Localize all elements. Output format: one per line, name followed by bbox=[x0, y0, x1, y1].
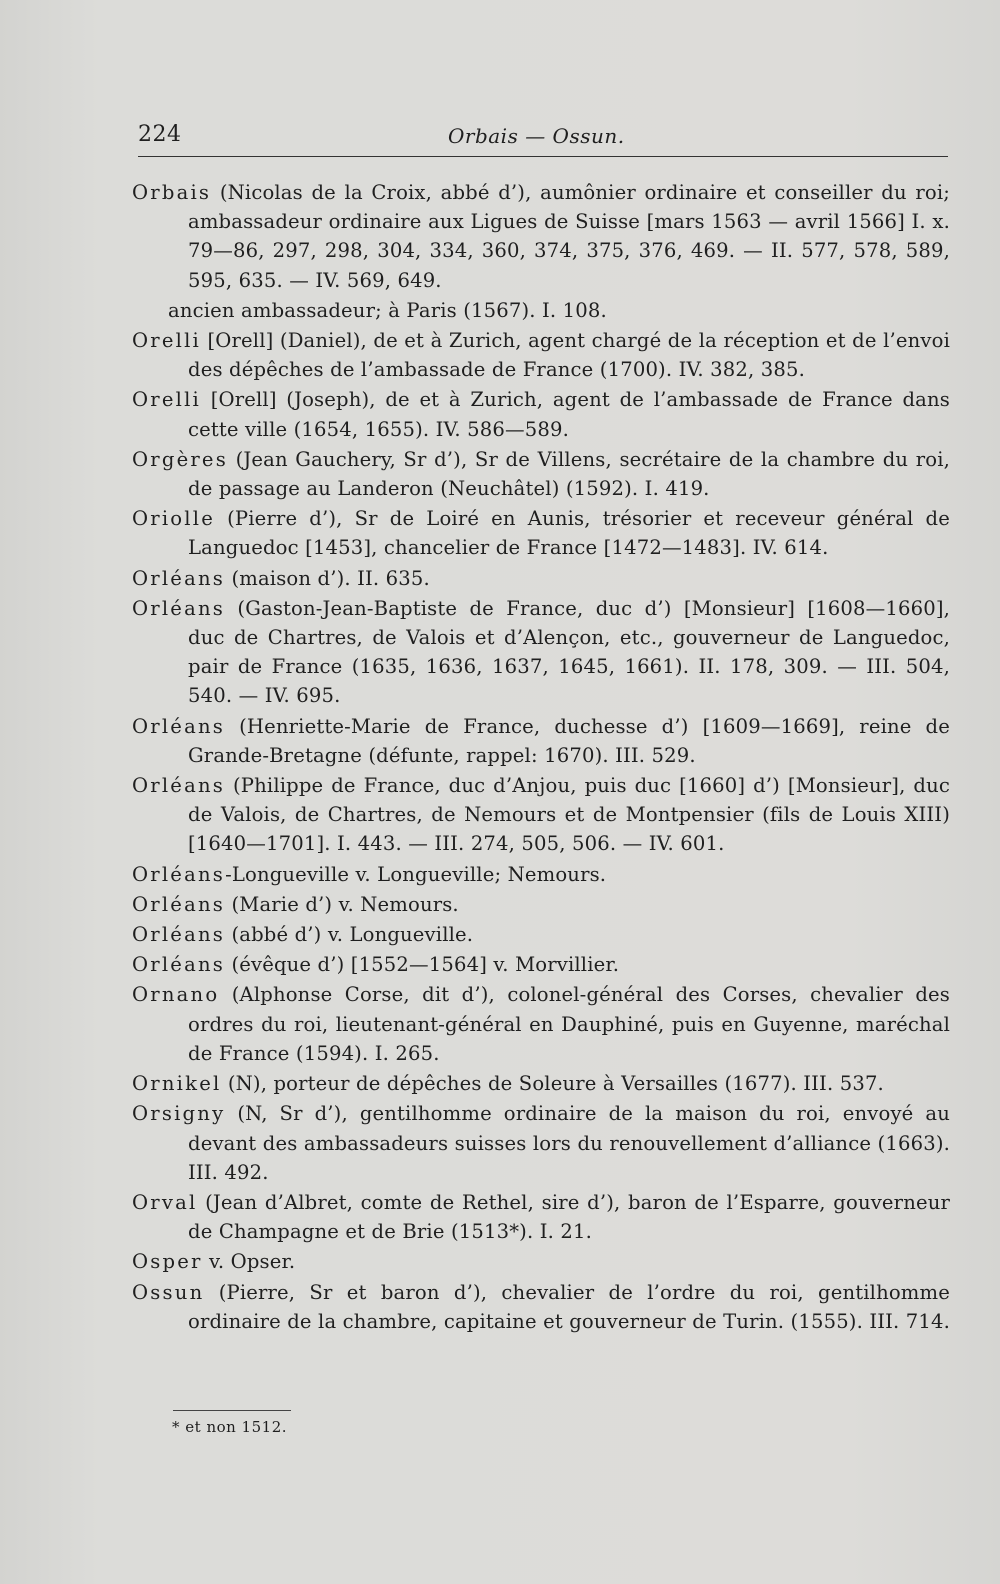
index-entry bbox=[132, 178, 950, 295]
entry-headword: Orelli bbox=[132, 388, 202, 412]
entry-headword: Orléans bbox=[132, 953, 226, 977]
entry-text: (Pierre, Sr et baron d’), chevalier de l’ordre du roi, gentilhomme ordinaire de la chambre, capitaine et gouverneur de Turin. (1555). III. 714. bbox=[188, 1280, 951, 1333]
index-entry bbox=[132, 594, 950, 711]
entry-text: (abbé d’) v. Longueville. bbox=[225, 923, 474, 947]
entry-text: -Longueville v. Longueville; Nemours. bbox=[225, 862, 607, 886]
index-entry bbox=[132, 771, 950, 859]
entry-headword: Orval bbox=[132, 1190, 198, 1214]
index-entry bbox=[132, 445, 950, 503]
entry-text: (Marie d’) v. Nemours. bbox=[225, 892, 459, 916]
page-header bbox=[138, 122, 948, 157]
entry-headword: Osper bbox=[132, 1250, 203, 1274]
entry-headword: Orléans bbox=[132, 892, 226, 916]
index-entry bbox=[132, 950, 950, 979]
index-entry bbox=[132, 920, 950, 949]
index-subentry bbox=[132, 296, 950, 325]
entry-text: (Jean Gauchery, Sr d’), Sr de Villens, secrétaire de la chambre du roi, de passage au Landeron (Neuchâtel) (1592). I. 419. bbox=[188, 447, 950, 501]
index-entry bbox=[132, 1099, 950, 1187]
index-entry bbox=[132, 890, 950, 919]
index-entry bbox=[132, 564, 950, 593]
entry-text: (N), porteur de dépêches de Soleure à Versailles (1677). III. 537. bbox=[221, 1072, 884, 1096]
entry-headword: Ornano bbox=[132, 983, 220, 1007]
entry-text: (Jean d’Albret, comte de Rethel, sire d’), baron de l’Esparre, gouverneur de Champagne et de Brie (1513*). I. 21. bbox=[188, 1190, 950, 1244]
entry-headword: Orléans bbox=[132, 714, 226, 738]
index-entry bbox=[132, 860, 950, 889]
entry-text: (Gaston-Jean-Baptiste de France, duc d’) [Monsieur] [1608—1660], duc de Chartres, de Valois et d’Alençon, etc., gouverneur de Languedoc, pair de France (1635, 1636, 1637, 1645, 1661). II. 178, 309. — III. 504, 540. — IV. 695. bbox=[188, 596, 950, 708]
entry-text: v. Opser. bbox=[202, 1250, 296, 1274]
index-entries bbox=[132, 178, 950, 1337]
running-head: Orbais — Ossun. bbox=[448, 124, 625, 148]
index-entry bbox=[132, 326, 950, 384]
entry-headword: Orsigny bbox=[132, 1102, 226, 1126]
entry-text: [Orell] (Daniel), de et à Zurich, agent chargé de la réception et de l’envoi des dépêches de l’ambassade de France (1700). IV. 382, 385. bbox=[188, 329, 950, 382]
entry-headword: Oriolle bbox=[132, 507, 216, 531]
entry-headword: Orléans bbox=[132, 923, 226, 947]
index-entry bbox=[132, 1278, 950, 1336]
footnote-divider bbox=[173, 1410, 291, 1411]
entry-text: (Philippe de France, duc d’Anjou, puis duc [1660] d’) [Monsieur], duc de Valois, de Chartres, de Nemours et de Montpensier (fils de Louis XIII) [1640—1701]. I. 443. — III. 274, 505, 506. — IV. 601. bbox=[188, 774, 950, 856]
entry-headword: Orléans bbox=[132, 774, 226, 798]
entry-headword: Orbais bbox=[132, 181, 212, 204]
entry-text: (évêque d’) [1552—1564] v. Morvillier. bbox=[225, 953, 620, 977]
entry-headword: Ornikel bbox=[132, 1072, 222, 1096]
entry-headword: Orléans bbox=[132, 862, 226, 886]
entry-text: (N, Sr d’), gentilhomme ordinaire de la maison du roi, envoyé au devant des ambassadeurs suisses lors du renouvellement d’alliance (1663). III. 492. bbox=[188, 1102, 950, 1184]
index-entry bbox=[132, 1069, 950, 1098]
footnote: * et non 1512. bbox=[172, 1418, 288, 1436]
entry-text: ancien ambassadeur; à Paris (1567). I. 108. bbox=[168, 298, 607, 322]
entry-headword: Orgères bbox=[132, 447, 228, 471]
index-entry bbox=[132, 385, 950, 443]
index-entry bbox=[132, 504, 950, 562]
entry-headword: Orléans bbox=[132, 596, 226, 620]
entry-text: (Alphonse Corse, dit d’), colonel-général des Corses, chevalier des ordres du roi, lieutenant-général en Dauphiné, puis en Guyenne, maréchal de France (1594). I. 265. bbox=[188, 983, 950, 1065]
index-entry bbox=[132, 1188, 950, 1246]
entry-text: (Pierre d’), Sr de Loiré en Aunis, trésorier et receveur général de Languedoc [1453], chancelier de France [1472—1483]. IV. 614. bbox=[188, 507, 950, 560]
entry-text: (Nicolas de la Croix, abbé d’), aumônier ordinaire et conseiller du roi; ambassadeur ordinaire aux Ligues de Suisse [mars 1563 — avril 1566] I. x. 79—86, 297, 298, 304, 334, 360, 374, 375, 376, 469. — II. 577, 578, 589, 595, 635. — IV. 569, 649. bbox=[188, 181, 950, 292]
page-number: 224 bbox=[138, 122, 182, 147]
index-entry bbox=[132, 1247, 950, 1276]
entry-headword: Orelli bbox=[132, 329, 202, 353]
entry-text: [Orell] (Joseph), de et à Zurich, agent de l’ambassade de France dans cette ville (1654, 1655). IV. 586—589. bbox=[188, 388, 950, 441]
entry-text: (maison d’). II. 635. bbox=[225, 566, 430, 590]
entry-text: (Henriette-Marie de France, duchesse d’) [1609—1669], reine de Grande-Bretagne (défunte, rappel: 1670). III. 529. bbox=[188, 714, 950, 767]
entry-headword: Orléans bbox=[132, 566, 226, 590]
index-entry bbox=[132, 712, 950, 770]
entry-headword: Ossun bbox=[132, 1280, 205, 1304]
index-entry bbox=[132, 980, 950, 1068]
